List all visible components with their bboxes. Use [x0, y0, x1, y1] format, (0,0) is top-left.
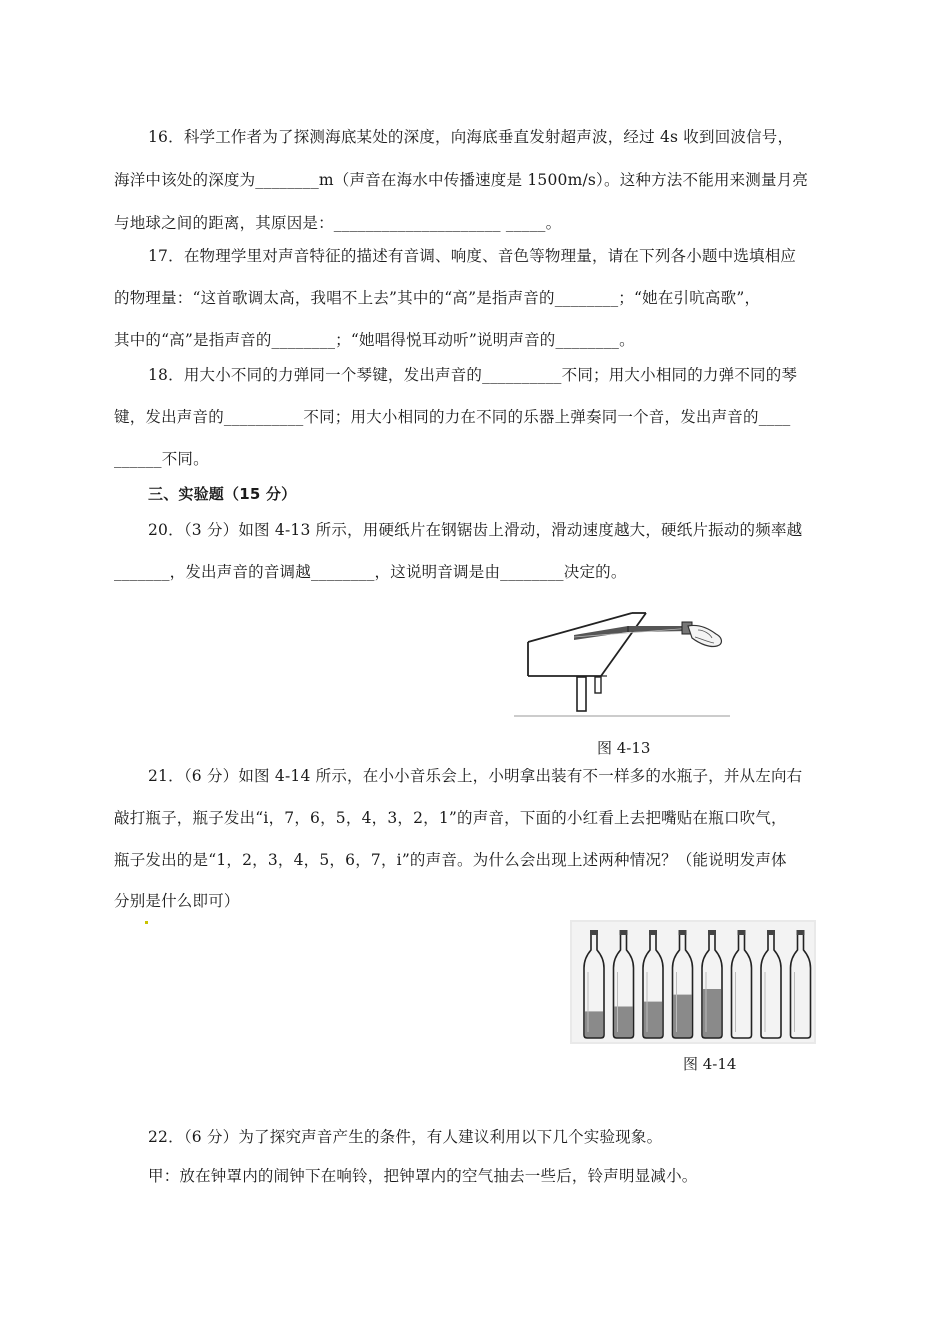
q22-line-2: 甲：放在钟罩内的闹钟下在响铃，把钟罩内的空气抽去一些后，铃声明显减小。: [148, 1167, 698, 1185]
q21-line-3: 瓶子发出的是“1，2，3，4，5，6，7，i”的声音。为什么会出现上述两种情况？（能说明发声体: [114, 851, 787, 869]
section-3-heading: 三、实验题（15 分）: [148, 485, 297, 503]
q17-line-3: 其中的“高”是指声音的________；“她唱得悦耳动听”说明声音的________。: [114, 331, 635, 349]
figure-4-13-saw-table: [512, 604, 734, 720]
q18-line-3: ______不同。: [114, 450, 209, 468]
q21-line-2: 敲打瓶子，瓶子发出“i，7，6，5，4，3，2，1”的声音，下面的小红看上去把嘴贴在瓶口吹气，: [114, 809, 787, 827]
q18-line-2: 键，发出声音的__________不同；用大小相同的力在不同的乐器上弹奏同一个音，发出声音的____: [114, 408, 791, 426]
q20-line-2: _______，发出声音的音调越________，这说明音调是由________决定的。: [114, 563, 627, 581]
figure-4-14-caption: 图 4-14: [683, 1055, 737, 1073]
q16-line-2: 海洋中该处的深度为________m（声音在海水中传播速度是 1500m/s）。这种方法不能用来测量月亮: [114, 171, 809, 189]
q16-line-3: 与地球之间的距离，其原因是：_____________________ _____。: [114, 214, 562, 232]
stray-mark: [145, 921, 148, 924]
q21-line-1: 21．（6 分）如图 4-14 所示，在小小音乐会上，小明拿出装有不一样多的水瓶子，并从左向右: [148, 767, 803, 785]
q20-line-1: 20．（3 分）如图 4-13 所示，用硬纸片在钢锯齿上滑动，滑动速度越大，硬纸片振动的频率越: [148, 521, 803, 539]
q22-line-1: 22．（6 分）为了探究声音产生的条件，有人建议利用以下几个实验现象。: [148, 1128, 663, 1146]
figure-4-13-caption: 图 4-13: [597, 739, 651, 757]
q18-line-1: 18．用大小不同的力弹同一个琴键，发出声音的__________不同；用大小相同的力弹不同的琴: [148, 366, 798, 384]
q17-line-1: 17．在物理学里对声音特征的描述有音调、响度、音色等物理量，请在下列各小题中选填相应: [148, 247, 797, 265]
figure-4-14-bottles: [570, 920, 816, 1044]
q21-line-4: 分别是什么即可）: [114, 892, 240, 910]
q17-line-2: 的物理量：“这首歌调太高，我唱不上去”其中的“高”是指声音的________；“她在引吭高歌”，: [114, 289, 761, 307]
q16-line-1: 16．科学工作者为了探测海底某处的深度，向海底垂直发射超声波，经过 4s 收到回波信号，: [148, 128, 794, 146]
